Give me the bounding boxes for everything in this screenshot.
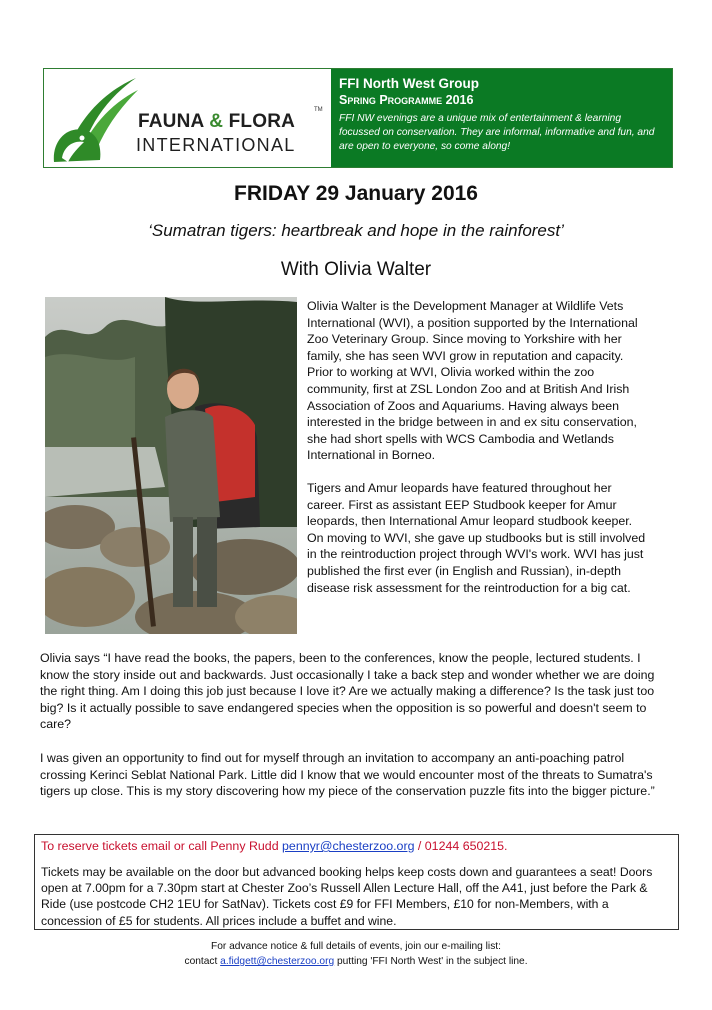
programme-description: FFI NW evenings are a unique mix of entertainment & learning focussed on conservation. They are informal, informative and fun, and are open to everyone, so come along! (339, 113, 655, 152)
footer-line-2 (0, 954, 712, 969)
programme-panel (331, 69, 672, 167)
logo-wordmark-top: FAUNA & FLORA (138, 111, 296, 132)
talk-title: ‘Sumatran tigers: heartbreak and hope in the rainforest’ (148, 221, 564, 240)
header-banner (43, 68, 673, 168)
footer-contact-suffix: putting 'FFI North West' in the subject line. (334, 956, 528, 967)
speaker-name: With Olivia Walter (280, 259, 432, 280)
footer-contact-prefix: contact (184, 956, 221, 967)
footer-line-1: For advance notice & full details of events, join our e-mailing list: (211, 941, 501, 952)
logo-wordmark-bottom: INTERNATIONAL (136, 135, 296, 155)
ticket-details: Tickets may be available on the door but advanced booking helps keep costs down and guarantees a seat! Doors open at 7.00pm for a 7.30pm start at Chester Zoo’s Russell Allen Lecture Hall, off the A41, just before the Park & Ride (use postcode CH2 1EU for SatNav). Tickets cost £9 for FFI Members, £10 for non-Members, with a concession of £5 for students. All prices include a buffet and wine. (41, 865, 653, 928)
bio-paragraph-1: Olivia Walter is the Development Manager at Wildlife Vets International (WVI), a position supported by the International Zoo Veterinary Group. Since moving to Yorkshire with her family, she has seen WVI grow in reputation and capacity. Prior to working at WVI, Olivia worked within the zoo community, first at ZSL London Zoo and at British And Irish Association of Zoos and Aquariums. Having always been interested in the bridge between in and ex situ conservation, she had short spells with WCS Cambodia and Wetlands International in Borneo. (307, 299, 638, 463)
speaker-bio (307, 298, 652, 612)
quote-paragraph-2: I was given an opportunity to find out for myself through an invitation to accompany an anti-poaching patrol crossing Kerinci Seblat National Park. Little did I know that we would encounter most of the threats to Sumatra's tigers up close. This is my story discovering how my piece of the conservation puzzle fits into the bigger picture.” (40, 751, 655, 799)
reserve-prefix: To reserve tickets email or call Penny Rudd (41, 839, 283, 853)
bio-paragraph-2: Tigers and Amur leopards have featured throughout her career. First as assistant EEP Studbook keeper for Amur leopards, then International Amur leopard studbook keeper. On moving to WVI, she gave up studbooks but is still involved in the reintroduction project through WVI's work. WVI has just published the first ever (in English and Russian), in-depth disease risk assessment for the reintroduction for a big cat. (307, 480, 646, 595)
quote-paragraph-1: Olivia says “I have read the books, the papers, been to the conferences, know the people, lectured students. I know the story inside out and backwards. Just occasionally I take a back step and wonder whether we are doing the right thing. Am I doing this job just because I love it? Are we actually making a difference? Is the task just too big? Is it actually possible to save endangered species when the opposition is so powerful and doesn't seem to care? (40, 651, 655, 732)
programme-title: Spring Programme 2016 (339, 93, 474, 107)
antelope-logo-icon (48, 70, 140, 166)
mailing-list-email-link[interactable]: a.fidgett@chesterzoo.org (220, 956, 335, 967)
event-date: FRIDAY 29 January 2016 (234, 182, 478, 205)
ticket-info-box (34, 834, 679, 930)
footer (0, 939, 712, 969)
rainforest-photo-image (45, 297, 297, 634)
ffi-logo (44, 69, 331, 167)
logo-trademark: TM (314, 107, 323, 113)
speaker-photo (45, 297, 297, 634)
reserve-line (41, 838, 672, 855)
reserve-email-link[interactable]: pennyr@chesterzoo.org (282, 839, 415, 853)
reserve-phone: / 01244 650215. (414, 839, 508, 853)
group-title: FFI North West Group (339, 76, 479, 91)
